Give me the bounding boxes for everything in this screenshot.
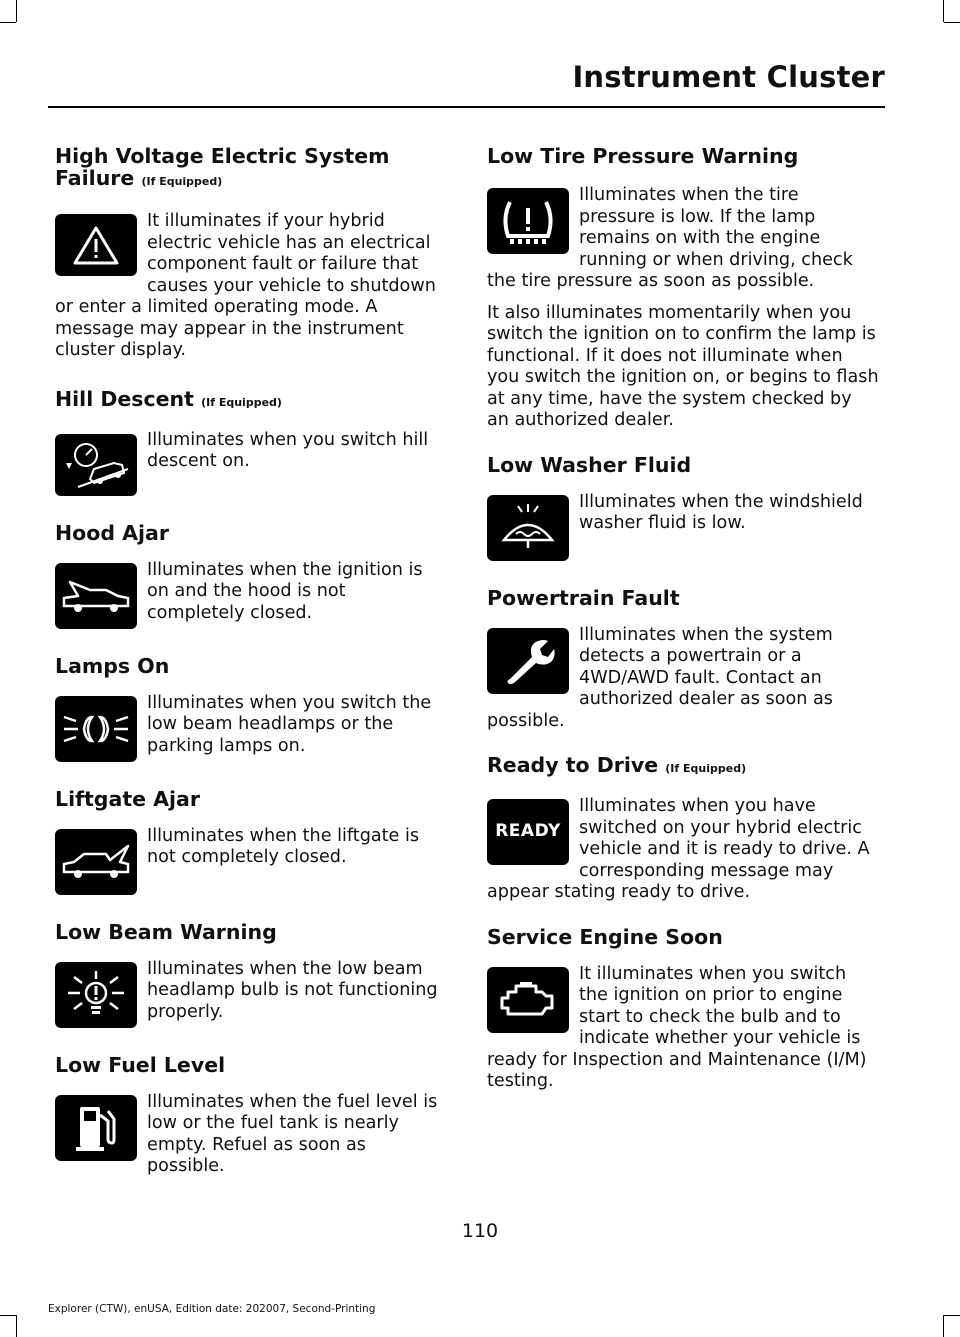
section-heading: [487, 454, 879, 476]
entry-text: Illuminates when the liftgate is not completely closed.: [147, 825, 420, 867]
heading-text: Low Fuel Level: [55, 1052, 226, 1077]
section-hood-ajar: [55, 522, 447, 633]
section-heading: [55, 1054, 447, 1076]
section-heading: [487, 587, 879, 609]
section-heading: [55, 522, 447, 544]
page-number: 110: [461, 1220, 499, 1242]
heading-text: Powertrain Fault: [487, 585, 680, 610]
entry: [487, 185, 879, 293]
low-beam-warning-icon: [55, 962, 137, 1028]
hill-descent-icon: [55, 434, 137, 496]
section-heading: [55, 788, 447, 810]
section-powertrain-fault: [487, 587, 879, 733]
entry: [55, 211, 447, 362]
entry-text: Illuminates when you switch the low beam headlamps or the parking lamps on.: [147, 692, 432, 756]
entry: [55, 430, 447, 500]
crop-mark: [0, 1315, 16, 1316]
hood-ajar-icon: [55, 563, 137, 629]
tire-pressure-icon: [487, 188, 569, 254]
crop-mark: [944, 1315, 960, 1316]
entry-text: It illuminates if your hybrid electric vehicle has an electrical component fault or failure that causes your vehicle to shutdown or enter a limited operating mode. A message may appear in the instrument cluster display.: [55, 211, 436, 360]
entry-text: Illuminates when you have switched on your hybrid electric vehicle and it is ready to drive. A corresponding message may appear stating ready to drive.: [487, 796, 870, 902]
crop-mark: [943, 0, 944, 22]
crop-mark: [943, 1315, 944, 1337]
heading-text: Low Washer Fluid: [487, 452, 692, 477]
page-title: Instrument Cluster: [572, 60, 885, 94]
check-engine-icon: [487, 967, 569, 1033]
section-heading: [55, 388, 447, 414]
entry: [487, 796, 879, 904]
heading-text: Low Tire Pressure Warning: [487, 144, 799, 168]
entry-text: Illuminates when the low beam headlamp bulb is not functioning properly.: [147, 958, 438, 1022]
heading-qualifier: (If Equipped): [141, 175, 223, 188]
section-heading: [487, 754, 879, 780]
section-high-voltage: [55, 145, 447, 362]
section-low-fuel: [55, 1054, 447, 1178]
fuel-pump-icon: [55, 1095, 137, 1161]
liftgate-ajar-icon: [55, 829, 137, 895]
section-service-engine-soon: [487, 926, 879, 1093]
warning-triangle-icon: [55, 214, 137, 276]
section-heading: [55, 655, 447, 677]
section-low-tire-pressure: [487, 145, 879, 432]
heading-text: Service Engine Soon: [487, 924, 723, 949]
heading-text: Hill Descent: [55, 386, 194, 411]
crop-mark: [944, 22, 960, 23]
heading-qualifier: (If Equipped): [201, 395, 282, 409]
section-ready-to-drive: [487, 754, 879, 904]
heading-qualifier: (If Equipped): [665, 762, 747, 775]
entry-text: Illuminates when the ignition is on and the hood is not completely closed.: [147, 559, 423, 623]
entry: [55, 959, 447, 1032]
section-liftgate-ajar: [55, 788, 447, 899]
entry-text: Illuminates when the system detects a powertrain or a 4WD/AWD fault. Contact an authorized dealer as soon as possible.: [487, 624, 833, 731]
section-heading: [487, 145, 879, 167]
washer-fluid-icon: [487, 495, 569, 561]
heading-text: Hood Ajar: [55, 520, 169, 545]
right-column: [487, 145, 879, 1093]
section-low-washer-fluid: [487, 454, 879, 565]
entry: [487, 625, 879, 733]
heading-text: Low Beam Warning: [55, 919, 277, 944]
ready-icon: [487, 799, 569, 865]
ready-icon-text: READY: [495, 821, 561, 842]
crop-mark: [0, 22, 16, 23]
section-low-beam-warning: [55, 921, 447, 1032]
wrench-icon: [487, 628, 569, 694]
entry-text: Illuminates when you switch hill descent on.: [147, 429, 429, 471]
entry: [55, 693, 447, 766]
entry: [487, 492, 879, 565]
entry-text: Illuminates when the fuel level is low or the fuel tank is nearly empty. Refuel as soon as possible.: [147, 1091, 438, 1176]
entry: [55, 826, 447, 899]
crop-mark: [16, 1315, 17, 1337]
heading-text: Lamps On: [55, 653, 170, 678]
entry: [487, 964, 879, 1093]
section-lamps-on: [55, 655, 447, 766]
entry: [55, 1092, 447, 1178]
section-heading: [487, 926, 879, 948]
heading-text: Ready to Drive: [487, 753, 659, 777]
section-heading: [55, 145, 447, 193]
lamps-on-icon: [55, 696, 137, 762]
crop-mark: [16, 0, 17, 22]
footer-edition: Explorer (CTW), enUSA, Edition date: 202007, Second-Printing: [48, 1303, 376, 1315]
header-rule: [48, 106, 885, 108]
section-hill-descent: [55, 388, 447, 500]
heading-text: Liftgate Ajar: [55, 786, 200, 811]
entry-paragraph: It also illuminates momentarily when you switch the ignition on to confirm the lamp is functional. If it does not illuminate when you switch the ignition on, or begins to flash at any time, have the system checked by an authorized dealer.: [487, 302, 879, 430]
entry-text: Illuminates when the windshield washer fluid is low.: [579, 491, 863, 533]
section-heading: [55, 921, 447, 943]
left-column: [55, 145, 447, 1178]
entry-text: It illuminates when you switch the ignition on prior to engine start to check the bulb and to indicate whether your vehicle is ready for Inspection and Maintenance (I/M) testing.: [487, 963, 867, 1091]
entry-text: Illuminates when the tire pressure is low. If the lamp remains on with the engine running or when driving, check the tire pressure as soon as possible.: [487, 185, 853, 291]
heading-text: High Voltage Electric System Failure: [55, 144, 390, 190]
entry: [55, 560, 447, 633]
